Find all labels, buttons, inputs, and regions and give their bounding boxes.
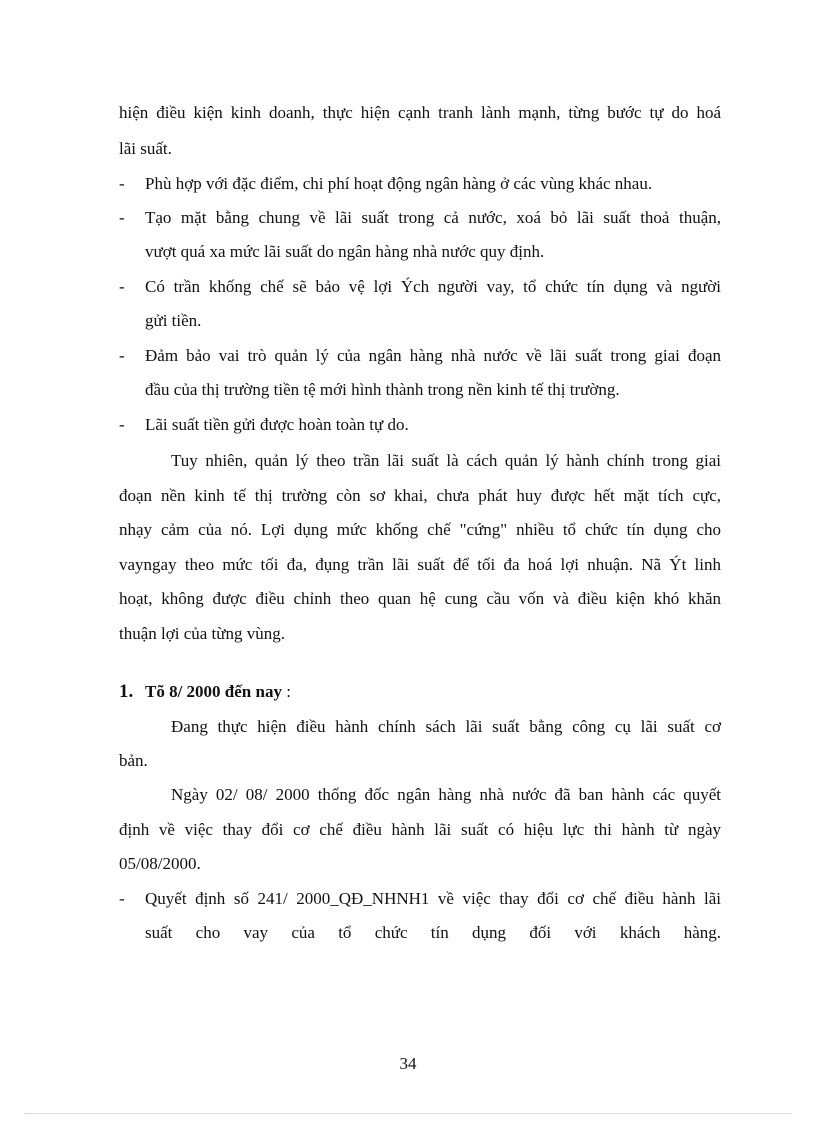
paragraph-line: Đang thực hiện điều hành chính sách lãi suất bằng công cụ lãi suất cơ <box>171 717 721 736</box>
bullet-dash: - <box>119 346 125 365</box>
bullet-line: Phù hợp với đặc điểm, chi phí hoạt động ngân hàng ở các vùng khác nhau. <box>145 174 653 193</box>
paragraph-line: nhạy cảm của nó. Lợi dụng mức khống chế "cứng" nhiều tổ chức tín dụng cho <box>119 520 721 539</box>
bullet-dash: - <box>119 174 125 193</box>
bullet-dash: - <box>119 208 125 227</box>
paragraph-line: bản. <box>119 751 148 770</box>
paragraph-line: vayngay theo mức tối đa, đụng trần lãi suất để tối đa hoá lợi nhuận. Nã Ýt linh <box>119 555 721 574</box>
bullet-dash: - <box>119 415 125 434</box>
paragraph-line: hoạt, không được điều chỉnh theo quan hệ cung cầu vốn và điều kiện khó khăn <box>119 589 721 608</box>
bullet-line: suất cho vay của tổ chức tín dụng đối với khách hàng. <box>145 923 721 942</box>
section-title: Tõ 8/ 2000 đến nay <box>145 682 282 701</box>
paragraph-line: định về việc thay đổi cơ chế điều hành lãi suất có hiệu lực thi hành từ ngày <box>119 820 721 839</box>
section-title-suffix: : <box>281 682 291 701</box>
page-number: 34 <box>399 1054 417 1073</box>
paragraph-line: 05/08/2000. <box>119 854 201 873</box>
bullet-line: Quyết định số 241/ 2000_QĐ_NHNH1 về việc thay đổi cơ chế điều hành lãi <box>145 889 721 908</box>
paragraph-line: thuận lợi của từng vùng. <box>119 624 285 643</box>
section-heading <box>119 680 291 704</box>
paragraph-line: Tuy nhiên, quản lý theo trần lãi suất là cách quản lý hành chính trong giai <box>171 451 721 470</box>
bullet-line: Tạo mặt bằng chung về lãi suất trong cả nước, xoá bỏ lãi suất thoả thuận, <box>145 208 721 227</box>
bullet-line: đầu của thị trường tiền tệ mới hình thành trong nền kinh tế thị trường. <box>145 380 620 399</box>
bullet-line: gửi tiền. <box>145 311 202 330</box>
body-text-line: hiện điều kiện kinh doanh, thực hiện cạnh tranh lành mạnh, từng bước tự do hoá <box>119 103 721 122</box>
body-text-line: lãi suất. <box>119 139 172 158</box>
bullet-line: Lãi suất tiền gửi được hoàn toàn tự do. <box>145 415 409 434</box>
paragraph-line: Ngày 02/ 08/ 2000 thống đốc ngân hàng nhà nước đã ban hành các quyết <box>171 785 721 804</box>
bullet-line: Có trần khống chế sẽ bảo vệ lợi Ých người vay, tổ chức tín dụng và người <box>145 277 721 296</box>
section-number: 1. <box>119 681 134 702</box>
page-bottom-rule <box>24 1113 792 1114</box>
paragraph-line: đoạn nền kinh tế thị trường còn sơ khai, chưa phát huy được hết mặt tích cực, <box>119 486 721 505</box>
bullet-dash: - <box>119 277 125 296</box>
bullet-dash: - <box>119 889 125 908</box>
bullet-line: vượt quá xa mức lãi suất do ngân hàng nhà nước quy định. <box>145 242 545 261</box>
bullet-line: Đảm bảo vai trò quản lý của ngân hàng nhà nước về lãi suất trong giai đoạn <box>145 346 721 365</box>
